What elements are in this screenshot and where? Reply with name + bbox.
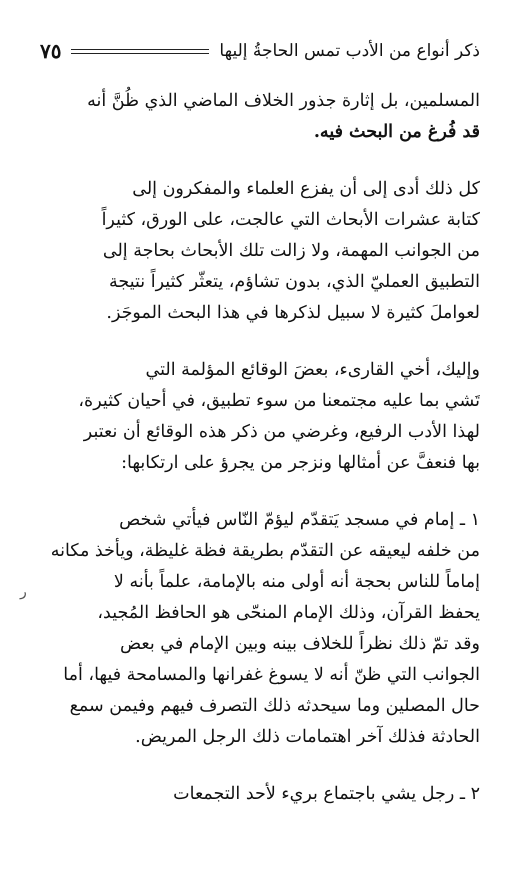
text-line: تَشي بما عليه مجتمعنا من سوء تطبيق، في أحيان كثيرة،: [78, 391, 480, 411]
running-title: ذكر أنواع من الأدب تمس الحاجةُ إليها: [219, 41, 480, 61]
text-line: يحفظ القرآن، وذلك الإمام المنحّى هو الحافظ المُجيد،: [97, 603, 480, 623]
text-line: حال المصلين وما سيحدثه ذلك التصرف فيهم وفيمن سمع: [69, 696, 480, 716]
text-line: كتابة عشرات الأبحاث التي عالجت، على الورق، كثيراً: [101, 210, 480, 230]
text-line: وإليك، أخي القارىء، بعضَ الوقائع المؤلمة التي: [145, 360, 480, 380]
text-line: لهذا الأدب الرفيع، وغرضي من ذكر هذه الوقائع أن نعتبر: [83, 422, 480, 442]
page-number: ٧٥: [40, 39, 62, 63]
text-line: بها فنعفَّ عن أمثالها ونزجر من يجرؤ على ارتكابها:: [121, 453, 480, 473]
text-line: من الجوانب المهمة، ولا زالت تلك الأبحاث بحاجة إلى: [102, 241, 480, 261]
text-line: من خلفه ليعيقه عن التقدّم بطريقة فظة غليظة، ويأخذ مكانه: [50, 541, 480, 561]
running-header: [40, 36, 480, 66]
text-line: لعواملَ كثيرة لا سبيل لذكرها في هذا البحث الموجَز.: [106, 303, 480, 323]
text-line: وقد تمّ ذلك نظراً للخلاف بينه وبين الإمام في بعض: [119, 634, 480, 654]
text-line: الجوانب التي ظنّ أنه لا يسوغ غفرانها والمسامحة فيها، أما: [63, 665, 480, 685]
text-line: قد فُرغ من البحث فيه.: [313, 122, 480, 142]
text-line: التطبيق العمليّ الذي، بدون تشاؤم، يتعثّر كثيراً نتيجة: [109, 272, 480, 292]
paragraph-gap: [40, 148, 480, 174]
text-line: إماماً للناس بحجة أنه أولى منه بالإمامة، علماً بأنه لا: [113, 572, 480, 592]
paragraph-gap: [40, 479, 480, 505]
text-line: كل ذلك أدى إلى أن يفزع العلماء والمفكرون إلى: [132, 179, 480, 199]
text-line: المسلمين، بل إثارة جذور الخلاف الماضي الذي ظُنَّ أنه: [87, 91, 480, 111]
text-line: ١ ـ إمام في مسجد يَتقدّم ليؤمّ النّاس فيأتي شخص: [119, 510, 480, 530]
header-rule: [71, 49, 209, 54]
page-body: [40, 86, 480, 810]
text-line: ٢ ـ رجل يشي باجتماع بريء لأحد التجمعات: [173, 784, 480, 804]
text-line: الحادثة فذلك آخر اهتمامات ذلك الرجل المريض.: [135, 727, 480, 747]
paragraph-gap: [40, 329, 480, 355]
margin-annotation: ر: [20, 584, 27, 600]
paragraph-gap: [40, 753, 480, 779]
